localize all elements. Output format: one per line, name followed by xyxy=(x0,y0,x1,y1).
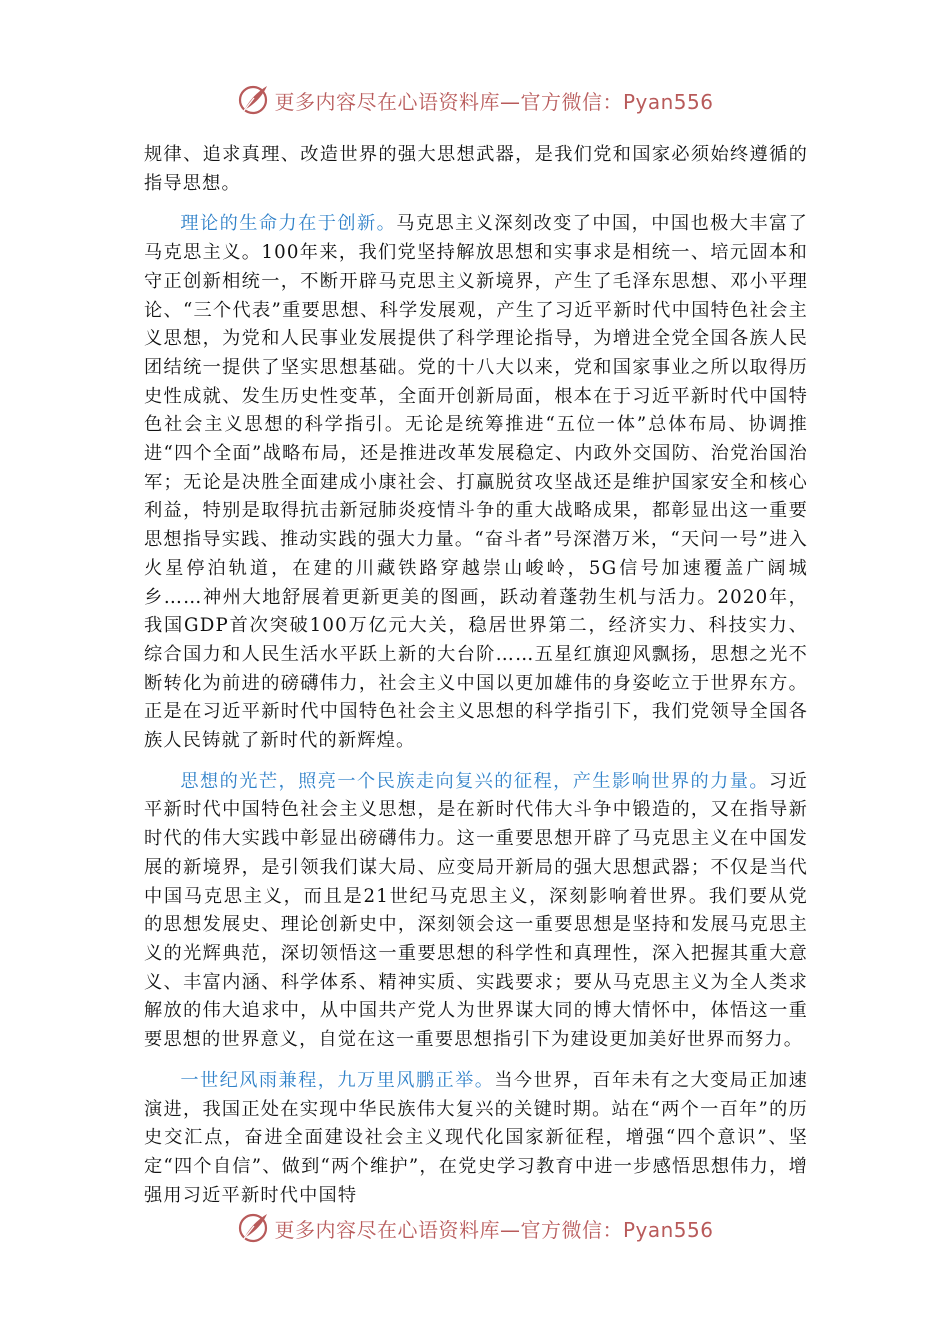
document-body xyxy=(144,141,808,1210)
paragraph xyxy=(144,1067,808,1211)
header-banner xyxy=(0,80,950,120)
paragraph xyxy=(144,141,808,198)
paragraph-text: 马克思主义深刻改变了中国，中国也极大丰富了马克思主义。100年来，我们党坚持解放思想和实事求是相统一、培元固本和守正创新相统一，不断开辟马克思主义新境界，产生了毛泽东思想、邓小平理论、“三个代表”重要思想、科学发展观，产生了习近平新时代中国特色社会主义思想，为党和人民事业发展提供了科学理论指导，为增进全党全国各族人民团结统一提供了坚实思想基础。党的十八大以来，党和国家事业之所以取得历史性成就、发生历史性变革，全面开创新局面，根本在于习近平新时代中国特色社会主义思想的科学指引。无论是统筹推进“五位一体”总体布局、协调推进“四个全面”战略布局，还是推进改革发展稳定、内政外交国防、治党治国治军；无论是决胜全面建成小康社会、打赢脱贫攻坚战还是维护国家安全和核心利益，特别是取得抗击新冠肺炎疫情斗争的重大战略成果，都彰显出这一重要思想指导实践、推动实践的强大力量。“奋斗者”号深潜万米，“天问一号”进入火星停泊轨道，在建的川藏铁路穿越崇山峻岭，5G信号加速覆盖广阔城乡……神州大地舒展着更新更美的图画，跃动着蓬勃生机与活力。2020年，我国GDP首次突破100万亿元大关，稳居世界第二，经济实力、科技实力、综合国力和人民生活水平跃上新的大台阶……五星红旗迎风飘扬，思想之光不断转化为前进的磅礴伟力，社会主义中国以更加雄伟的身姿屹立于世界东方。正是在习近平新时代中国特色社会主义思想的科学指引下，我们党领导全国各族人民铸就了新时代的新辉煌。 xyxy=(144,213,809,752)
banner-text: 更多内容尽在心语资料库—官方微信：Pyan556 xyxy=(274,89,714,114)
quill-logo-icon xyxy=(236,83,270,117)
footer-banner xyxy=(0,1208,950,1248)
quill-logo-icon xyxy=(236,1211,270,1245)
paragraph-heading: 理论的生命力在于创新。 xyxy=(180,213,397,235)
paragraph xyxy=(144,768,808,1055)
paragraph-text: 规律、追求真理、改造世界的强大思想武器，是我们党和国家必须始终遵循的指导思想。 xyxy=(144,144,808,194)
paragraph xyxy=(144,210,808,755)
paragraph-heading: 思想的光芒，照亮一个民族走向复兴的征程，产生影响世界的力量。 xyxy=(180,770,769,792)
paragraph-text: 当今世界，百年未有之大变局正加速演进，我国正处在实现中华民族伟大复兴的关键时期。站在“两个一百年”的历史交汇点，奋进全面建设社会主义现代化国家新征程，增强“四个意识”、坚定“四个自信”、做到“两个维护”，在党史学习教育中进一步感悟思想伟力，增强用习近平新时代中国特 xyxy=(144,1069,808,1206)
banner-text: 更多内容尽在心语资料库—官方微信：Pyan556 xyxy=(274,1217,714,1242)
paragraph-text: 习近平新时代中国特色社会主义思想，是在新时代伟大斗争中锻造的，又在指导新时代的伟大实践中彰显出磅礴伟力。这一重要思想开辟了马克思主义在中国发展的新境界，是引领我们谋大局、应变局开新局的强大思想武器；不仅是当代中国马克思主义，而且是21世纪马克思主义，深刻影响着世界。我们要从党的思想发展史、理论创新史中，深刻领会这一重要思想是坚持和发展马克思主义的光辉典范，深切领悟这一重要思想的科学性和真理性，深入把握其重大意义、丰富内涵、科学体系、精神实质、实践要求；要从马克思主义为全人类求解放的伟大追求中，从中国共产党人为世界谋大同的博大情怀中，体悟这一重要思想的世界意义，自觉在这一重要思想指引下为建设更加美好世界而努力。 xyxy=(144,770,808,1051)
paragraph-heading: 一世纪风雨兼程，九万里风鹏正举。 xyxy=(180,1069,495,1091)
